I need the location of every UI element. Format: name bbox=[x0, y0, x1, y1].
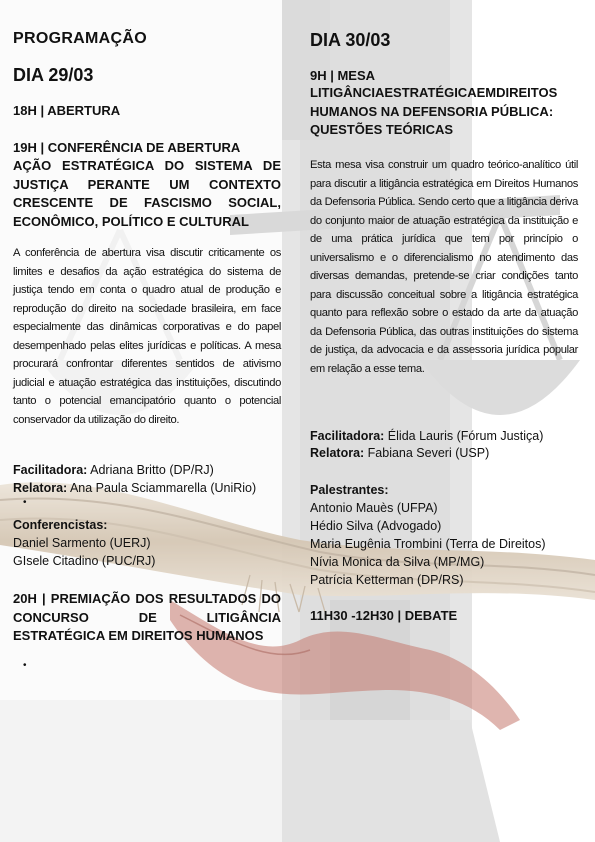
rapporteur-line bbox=[310, 445, 489, 462]
speaker-item: Hédio Silva (Advogado) bbox=[310, 519, 442, 533]
facilitator-line bbox=[310, 428, 543, 445]
debate-heading: 11H30 -12H30 | DEBATE bbox=[310, 608, 458, 623]
opening-heading: 18H | ABERTURA bbox=[13, 103, 121, 118]
speaker-item: Maria Eugênia Trombini (Terra de Direitos) bbox=[310, 537, 546, 551]
lecturer-item: GIsele Citadino (PUC/RJ) bbox=[13, 554, 156, 568]
speakers-label bbox=[310, 482, 389, 499]
speaker-item: Nívia Monica da Silva (MP/MG) bbox=[310, 555, 485, 569]
facilitator-name: Élida Lauris (Fórum Justiça) bbox=[384, 429, 544, 443]
program-title: PROGRAMAÇÃO bbox=[13, 30, 147, 47]
conference-description: A conferência de abertura visa discutir criticamente os limites e desafios da ação estratégica do sistema de justiça tendo em conta o quadro atual de produção e reprodução do direito na sociedade brasileira, em face especialmente das dinâmicas corporativas e do papel desempenhado pelas elites jurídicas e políticas. A mesa procurará confrontar diferentes sentidos de ativismo judicial e atuação estratégica das instituições, discutindo tanto o potencial emancipatório quanto o potencial conservador da utilização do direito. bbox=[13, 247, 281, 426]
lecturers-label bbox=[13, 517, 107, 534]
conference-time-heading: 19H | CONFERÊNCIA DE ABERTURA bbox=[13, 140, 241, 155]
speaker-item: Antonio Mauès (UFPA) bbox=[310, 501, 438, 515]
rapporteur-name: Fabiana Severi (USP) bbox=[364, 446, 490, 460]
rapporteur-label: Relatora: bbox=[310, 446, 365, 460]
rapporteur-name: Ana Paula Sciammarella (UniRio) bbox=[67, 481, 257, 495]
day-29-heading: DIA 29/03 bbox=[13, 65, 94, 85]
panel-time-heading: 9H | MESA bbox=[310, 68, 376, 83]
panel-title: LITIGÂNCIAESTRATÉGICAEMDIREITOS HUMANOS NA DEFENSORIA PÚBLICA: QUESTÕES TEÓRICAS bbox=[310, 85, 558, 137]
lecturers-label-text: Conferencistas: bbox=[13, 518, 108, 532]
award-heading: 20H | PREMIAÇÃO DOS RESULTADOS DO CONCURSO DE LITIGÂNCIA ESTRATÉGICA EM DIREITOS HUMANOS bbox=[13, 591, 281, 643]
panel-description: Esta mesa visa construir um quadro teórico-analítico útil para discutir a litigância estratégica em Direitos Humanos da Defensoria Pública. Sendo certo que a litigância deriva do conjunto maior de atuação estratégica da instituição e de uma prática jurídica que tem por princípio o universalismo e o diferencialismo no atendimento das diversas demandas, pretende-se criar condições tanto para discussão conceitual sobre a litigância estratégica quanto para reflexão sobre o estado da arte da atuação da Defensoria Pública, das outras instituições do sistema de justiça, da advocacia e da assessoria jurídica popular em relação a esse tema. bbox=[310, 159, 578, 375]
bullet-dot: • bbox=[23, 497, 27, 508]
facilitator-label: Facilitadora: bbox=[13, 463, 88, 477]
conference-title: AÇÃO ESTRATÉGICA DO SISTEMA DE JUSTIÇA PERANTE UM CONTEXTO CRESCENTE DE FASCISMO SOCIAL, ECONÔMICO, POLÍTICO E CULTURAL bbox=[13, 158, 281, 229]
speakers-label-text: Palestrantes: bbox=[310, 483, 389, 497]
rapporteur-label: Relatora: bbox=[13, 481, 68, 495]
day-30-heading: DIA 30/03 bbox=[310, 30, 391, 50]
bullet-dot: • bbox=[23, 660, 27, 671]
speaker-item: Patrícia Ketterman (DP/RS) bbox=[310, 573, 464, 587]
facilitator-line bbox=[13, 462, 214, 479]
facilitator-label: Facilitadora: bbox=[310, 429, 385, 443]
rapporteur-line bbox=[13, 480, 256, 497]
facilitator-name: Adriana Britto (DP/RJ) bbox=[87, 463, 214, 477]
lecturer-item: Daniel Sarmento (UERJ) bbox=[13, 536, 151, 550]
